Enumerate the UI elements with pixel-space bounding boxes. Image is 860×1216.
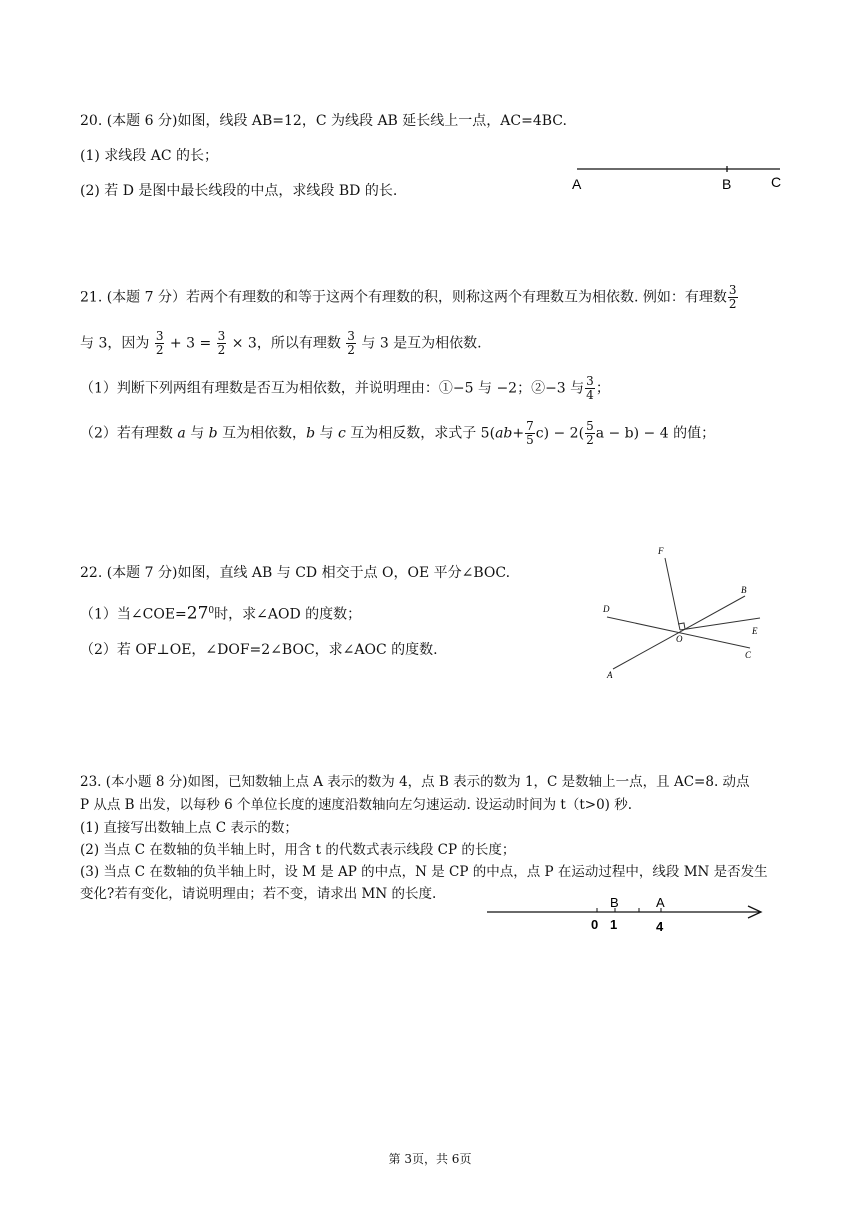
q23-part2: (2) 当点 C 在数轴的负半轴上时，用含 t 的代数式表示线段 CP 的长度； [80, 842, 516, 858]
q21-line2: 与 3，因为 $\frac{3}{2}$ + 3 = $\frac{3}{2}$ × 3，所以有理数 $\frac{3}{2}$ 与 3 是互为相依数. [80, 329, 482, 357]
label-b: B [741, 585, 747, 595]
q23-part1: (1) 直接写出数轴上点 C 表示的数； [80, 820, 298, 836]
q23-number-line-figure [485, 890, 770, 938]
ray-oe [680, 618, 760, 630]
ray-of [665, 558, 680, 630]
q22-title: 22. (本题 7 分)如图，直线 AB 与 CD 相交于点 O，OE 平分∠BOC. [80, 565, 511, 581]
label-o: O [676, 634, 683, 644]
fraction: $\frac{7}{5}$ [526, 419, 534, 447]
q23-line2: P 从点 B 出发，以每秒 6 个单位长度的速度沿数轴向左匀速运动. 设运动时间为 t（t>0) 秒. [80, 797, 633, 813]
q22-part2: （2）若 OF⊥OE，∠DOF=2∠BOC，求∠AOC 的度数. [80, 642, 438, 658]
q20-part2: (2) 若 D 是图中最长线段的中点，求线段 BD 的长. [80, 183, 398, 199]
q21-line1: 21. (本题 7 分）若两个有理数的和等于这两个有理数的积，则称这两个有理数互为相依数. 例如：有理数 $\frac{3}{2}$ [80, 283, 737, 311]
q23-line1: 23. (本小题 8 分)如图，已知数轴上点 A 表示的数为 4，点 B 表示的数为 1，C 是数轴上一点，且 AC=8. 动点 [80, 774, 750, 790]
q23-part3: (3) 当点 C 在数轴的负半轴上时，设 M 是 AP 的中点，N 是 CP 的中点，点 P 在运动过程中，线段 MN 是否发生 [80, 864, 768, 880]
q20-part1: (1) 求线段 AC 的长； [80, 148, 219, 164]
label-c: C [771, 174, 782, 190]
label-one: 1 [610, 917, 618, 932]
q23-part3-cont: 变化?若有变化，请说明理由；若不变，请求出 MN 的长度. [80, 886, 437, 902]
q21-part1: （1）判断下列两组有理数是否互为相依数，并说明理由：①−5 与 −2；②−3 与 $\frac{3}{4}$ ； [80, 374, 610, 402]
fraction: $\frac{3}{4}$ [586, 374, 594, 402]
fraction: $\frac{3}{2}$ [728, 283, 737, 311]
fraction: $\frac{3}{2}$ [155, 329, 164, 357]
label-b: B [610, 895, 619, 910]
q22-angle-figure [595, 540, 775, 685]
label-e: E [752, 626, 758, 636]
fraction: $\frac{5}{2}$ [586, 419, 594, 447]
label-c: C [745, 650, 752, 660]
fraction: $\frac{3}{2}$ [347, 329, 355, 357]
label-d: D [603, 604, 610, 614]
q20-segment-figure [565, 160, 790, 196]
q21-part2: （2）若有理数 a 与 b 互为相依数，b 与 c 互为相反数，求式子 5(ab+ $\frac{7}{5}$ c) − 2( $\frac{5}{2}$ a − b) − 4 的值； [80, 419, 716, 447]
q22-part1: （1）当$\angle COE=27^0$时，求∠AOD 的度数； [80, 603, 362, 624]
label-b: B [722, 176, 732, 192]
page-footer: 第 3页，共 6页 [388, 1152, 472, 1166]
label-a: A [656, 895, 665, 910]
fraction: $\frac{3}{2}$ [217, 329, 226, 357]
label-four: 4 [656, 919, 664, 934]
label-f: F [658, 546, 664, 556]
label-zero: 0 [591, 917, 599, 932]
q20-title: 20. (本题 6 分)如图，线段 AB=12，C 为线段 AB 延长线上一点，AC=4BC. [80, 113, 567, 129]
label-a: A [572, 176, 582, 192]
label-a: A [607, 670, 613, 680]
